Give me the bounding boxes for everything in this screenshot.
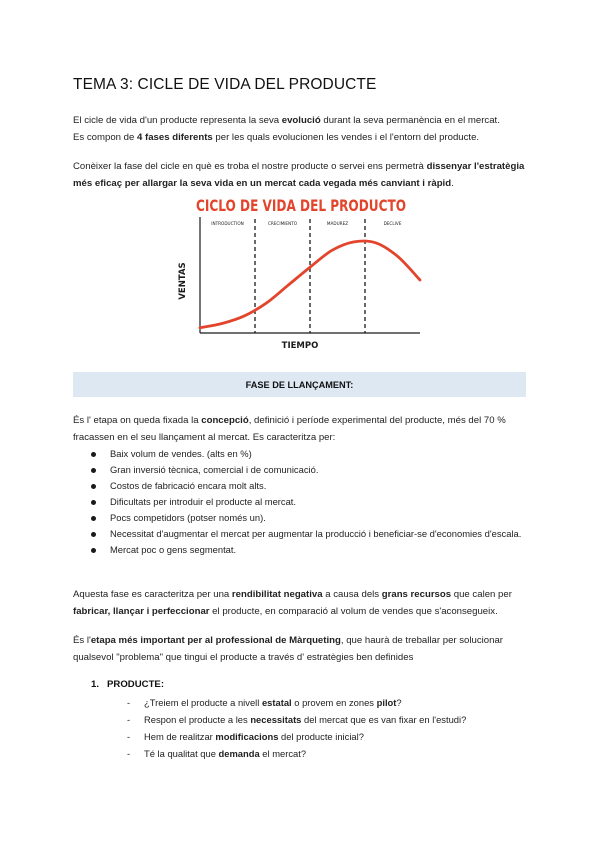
characteristics-list: [91, 446, 531, 558]
list-item: - Hem de realitzar modificacions del producte inicial?: [127, 728, 466, 745]
bullet-icon: [91, 500, 96, 505]
phase-label: MADUREZ: [326, 221, 349, 226]
bullet-icon: [91, 548, 96, 553]
knowledge-paragraph: Conèixer la fase del cicle en què es troba el nostre producte o servei ens permetrà dissenyar l'estratègia més eficaç per allargar la seva vida en un mercat cada vegada més canviant i ràpid.: [73, 161, 525, 189]
list-item: Costos de fabricació encara molt alts.: [91, 478, 531, 494]
section-product-heading: 1. PRODUCTE:: [91, 679, 165, 690]
intro-paragraph: El cicle de vida d'un producte representa la seva evolució durant la seva permanència en el mercat. Es compon de 4 fases diferents per les quals evolucionen les vendes i el l'entorn del producte.: [73, 115, 500, 143]
bullet-icon: [91, 452, 96, 457]
chart-title: CICLO DE VIDA DEL PRODUCTO: [196, 196, 406, 215]
list-item: - Respon el producte a les necessitats del mercat que es van fixar en l'estudi?: [127, 711, 466, 728]
dash-marker: -: [127, 714, 131, 725]
importance-paragraph: És l'etapa més important per al professional de Màrqueting, que haurà de treballar per solucionar qualsevol "problema" que tingui el producte a través d' estratègies ben definides: [73, 635, 503, 663]
phase-label: DECLIVE: [383, 221, 402, 226]
dash-marker: -: [127, 731, 131, 742]
list-item: Mercat poc o gens segmentat.: [91, 542, 531, 558]
page-title: TEMA 3: CICLE DE VIDA DEL PRODUCTE: [73, 76, 377, 93]
list-item: Baix volum de vendes. (alts en %): [91, 446, 531, 462]
phase-heading: FASE DE LLANÇAMENT:: [73, 372, 526, 397]
x-axis-label: TIEMPO: [281, 341, 319, 351]
bullet-icon: [91, 532, 96, 537]
list-item: Gran inversió tècnica, comercial i de comunicació.: [91, 462, 531, 478]
bullet-icon: [91, 468, 96, 473]
lifecycle-chart: [170, 193, 428, 353]
list-item: - ¿Treiem el producte a nivell estatal o provem en zones pilot?: [127, 694, 466, 711]
phase-label: CRECIMIENTO: [267, 221, 298, 226]
list-item: Necessitat d'augmentar el mercat per augmentar la producció i beneficiar-se d'economies d'escala.: [91, 526, 531, 542]
profitability-paragraph: Aquesta fase es caracteritza per una rendibilitat negativa a causa dels grans recursos que calen per fabricar, llançar i perfeccionar el producte, en comparació al volum de vendes que s'aconsegueix.: [73, 589, 512, 617]
product-questions-list: [127, 694, 466, 762]
list-item: Dificultats per introduir el producte al mercat.: [91, 494, 531, 510]
list-item: - Té la qualitat que demanda el mercat?: [127, 745, 466, 762]
y-axis-label: VENTAS: [178, 262, 188, 300]
bullet-icon: [91, 516, 96, 521]
launch-paragraph: És l' etapa on queda fixada la concepció, definició i període experimental del producte, més del 70 % fracassen en el seu llançament al mercat. Es caracteritza per:: [73, 415, 506, 443]
dash-marker: -: [127, 748, 131, 759]
list-item: Pocs competidors (potser només un).: [91, 510, 531, 526]
dash-marker: -: [127, 697, 131, 708]
bullet-icon: [91, 484, 96, 489]
phase-label: INTRODUCTION: [211, 221, 244, 226]
